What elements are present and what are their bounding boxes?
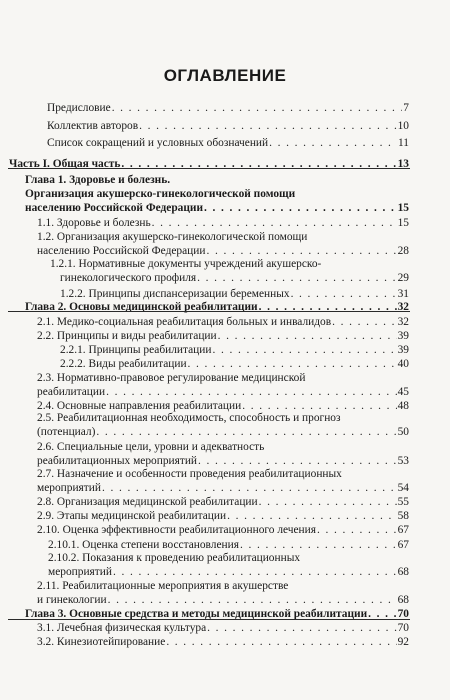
separator-line: [8, 311, 410, 312]
toc-page-number: 45: [397, 386, 409, 398]
toc-entry-title: 2.2. Принципы и виды реабилитации: [37, 330, 217, 342]
toc-page-number: 31: [397, 288, 409, 300]
dot-leader: [102, 482, 397, 496]
toc-entry[interactable]: [37, 386, 409, 400]
separator-line: [8, 619, 410, 620]
toc-entry-title: 3.2. Кинезиотейпирование: [37, 636, 166, 648]
toc-entry-title: гинекологического профиля: [60, 272, 197, 284]
toc-entry-title: Часть I. Общая часть: [9, 158, 121, 170]
dot-leader: [108, 594, 397, 608]
toc-entry-title: 1.1. Здоровье и болезнь: [37, 217, 151, 229]
dot-leader: [259, 301, 397, 315]
toc-entry[interactable]: [47, 137, 409, 151]
toc-entry[interactable]: [37, 316, 409, 330]
dot-leader: [139, 120, 396, 134]
toc-page-number: 32: [397, 316, 409, 328]
toc-page-number: 55: [397, 496, 409, 508]
toc-entry-line: 2.6. Специальные цели, уровни и адекватность: [37, 441, 265, 453]
dot-leader: [204, 202, 397, 216]
dot-leader: [207, 622, 396, 636]
separator-line: [8, 168, 410, 169]
toc-entry-title: мероприятий: [37, 482, 101, 494]
dot-leader: [206, 245, 396, 259]
toc-page-number: 28: [397, 245, 409, 257]
toc-entry[interactable]: [60, 288, 409, 302]
toc-entry-title: 1.2.2. Принципы диспансеризации беременных: [60, 288, 290, 300]
toc-entry-line: 2.10.2. Показания к проведению реабилитационных: [48, 552, 301, 564]
toc-entry-title: населению Российской Федерации: [25, 202, 204, 214]
toc-entry-title: мероприятий: [48, 566, 112, 578]
toc-entry[interactable]: [60, 272, 409, 286]
toc-entry[interactable]: [37, 330, 409, 344]
toc-page-number: 68: [397, 566, 409, 578]
dot-leader: [269, 137, 397, 151]
toc-entry-title: Коллектив авторов: [47, 120, 139, 132]
toc-entry-title: 2.8. Организация медицинской реабилитации: [37, 496, 258, 508]
page-title: ОГЛАВЛЕНИЕ: [163, 66, 287, 85]
toc-entry-title: Глава 3. Основные средства и методы медицинской реабилитации: [25, 608, 368, 620]
toc-entry[interactable]: [60, 358, 409, 372]
toc-entry[interactable]: [37, 496, 409, 510]
toc-entry[interactable]: [47, 120, 409, 134]
toc-entry-line: Глава 1. Здоровье и болезнь.: [25, 174, 171, 186]
toc-entry-title: 3.1. Лечебная физическая культура: [37, 622, 207, 634]
toc-entry-line: 2.7. Назначение и особенности проведения реабилитационных: [37, 468, 342, 480]
toc-entry-title: 2.9. Этапы медицинской реабилитации: [37, 510, 227, 522]
toc-page-number: 11: [398, 137, 409, 149]
toc-entry-line: 2.11. Реабилитационные мероприятия в акушерстве: [37, 580, 289, 592]
dot-leader: [332, 316, 396, 330]
toc-page-number: 39: [397, 330, 409, 342]
toc-entry[interactable]: [9, 158, 409, 172]
toc-page-number: 40: [397, 358, 409, 370]
toc-page-number: 67: [397, 524, 409, 536]
toc-entry-title: реабилитации: [37, 386, 106, 398]
toc-entry-line: 2.5. Реабилитационная необходимость, способность и прогноз: [37, 412, 341, 424]
toc-entry-line: 2.3. Нормативно-правовое регулирование медицинской: [37, 372, 306, 384]
dot-leader: [188, 358, 397, 372]
toc-entry-line: 1.2.1. Нормативные документы учреждений акушерско-: [50, 258, 322, 270]
toc-page-number: 7: [403, 102, 409, 114]
dot-leader: [198, 455, 397, 469]
dot-leader: [259, 496, 397, 510]
toc-entry[interactable]: [60, 344, 409, 358]
toc-page-number: 58: [397, 510, 409, 522]
toc-entry-title: Предисловие: [47, 102, 111, 114]
toc-entry[interactable]: [37, 245, 409, 259]
toc-entry-title: 2.2.1. Принципы реабилитации: [60, 344, 212, 356]
dot-leader: [291, 288, 397, 302]
dot-leader: [121, 158, 396, 172]
toc-entry-title: (потенциал): [37, 426, 96, 438]
dot-leader: [112, 102, 403, 116]
dot-leader: [113, 566, 397, 580]
toc-entry-line: 1.2. Организация акушерско-гинекологической помощи: [37, 231, 308, 243]
toc-page-number: 10: [397, 120, 409, 132]
toc-entry-line: Организация акушерско-гинекологической помощи: [25, 188, 296, 200]
toc-entry[interactable]: [37, 594, 409, 608]
toc-page-number: 54: [397, 482, 409, 494]
dot-leader: [218, 330, 397, 344]
toc-entry-title: Глава 2. Основы медицинской реабилитации: [25, 301, 258, 313]
toc-entry[interactable]: [37, 622, 409, 636]
toc-entry[interactable]: [48, 566, 409, 580]
toc-page-number: 15: [397, 217, 409, 229]
dot-leader: [166, 636, 396, 650]
toc-entry-title: 2.10. Оценка эффективности реабилитационного лечения: [37, 524, 316, 536]
toc-page-number: 48: [397, 400, 409, 412]
toc-entry-title: реабилитационных мероприятий: [37, 455, 198, 467]
toc-entry-title: 2.4. Основные направления реабилитации: [37, 400, 242, 412]
toc-page-number: 39: [397, 344, 409, 356]
toc-entry[interactable]: [25, 301, 409, 315]
toc-page-number: 92: [397, 636, 409, 648]
toc-entry[interactable]: [37, 482, 409, 496]
toc-entry[interactable]: [37, 426, 409, 440]
toc-entry[interactable]: [48, 539, 409, 553]
dot-leader: [240, 539, 397, 553]
dot-leader: [227, 510, 397, 524]
toc-entry[interactable]: [25, 202, 409, 216]
toc-page-number: 15: [397, 202, 409, 214]
toc-entry-title: Список сокращений и условных обозначений: [47, 137, 269, 149]
toc-page-number: 70: [397, 622, 409, 634]
toc-entry-title: 2.2.2. Виды реабилитации: [60, 358, 187, 370]
dot-leader: [96, 426, 396, 440]
dot-leader: [317, 524, 397, 538]
dot-leader: [152, 217, 397, 231]
toc-entry[interactable]: [37, 217, 409, 231]
dot-leader: [106, 386, 397, 400]
toc-entry[interactable]: [37, 455, 409, 469]
toc-entry[interactable]: [37, 510, 409, 524]
toc-entry[interactable]: [37, 636, 409, 650]
toc-entry-title: 2.1. Медико-социальная реабилитация больных и инвалидов: [37, 316, 332, 328]
toc-entry-title: населению Российской Федерации: [37, 245, 206, 257]
toc-entry[interactable]: [37, 524, 409, 538]
toc-page-number: 67: [397, 539, 409, 551]
toc-page-number: 13: [397, 158, 409, 170]
toc-page-number: 50: [397, 426, 409, 438]
dot-leader: [212, 344, 396, 358]
toc-page-number: 53: [397, 455, 409, 467]
toc-page-number: 29: [397, 272, 409, 284]
toc-entry-title: и гинекологии: [37, 594, 107, 606]
toc-page-number: 68: [397, 594, 409, 606]
toc-page-number: 32: [397, 301, 409, 313]
toc-page-number: 70: [397, 608, 409, 620]
toc-entry[interactable]: [47, 102, 409, 116]
dot-leader: [197, 272, 396, 286]
toc-entry-title: 2.10.1. Оценка степени восстановления: [48, 539, 239, 551]
